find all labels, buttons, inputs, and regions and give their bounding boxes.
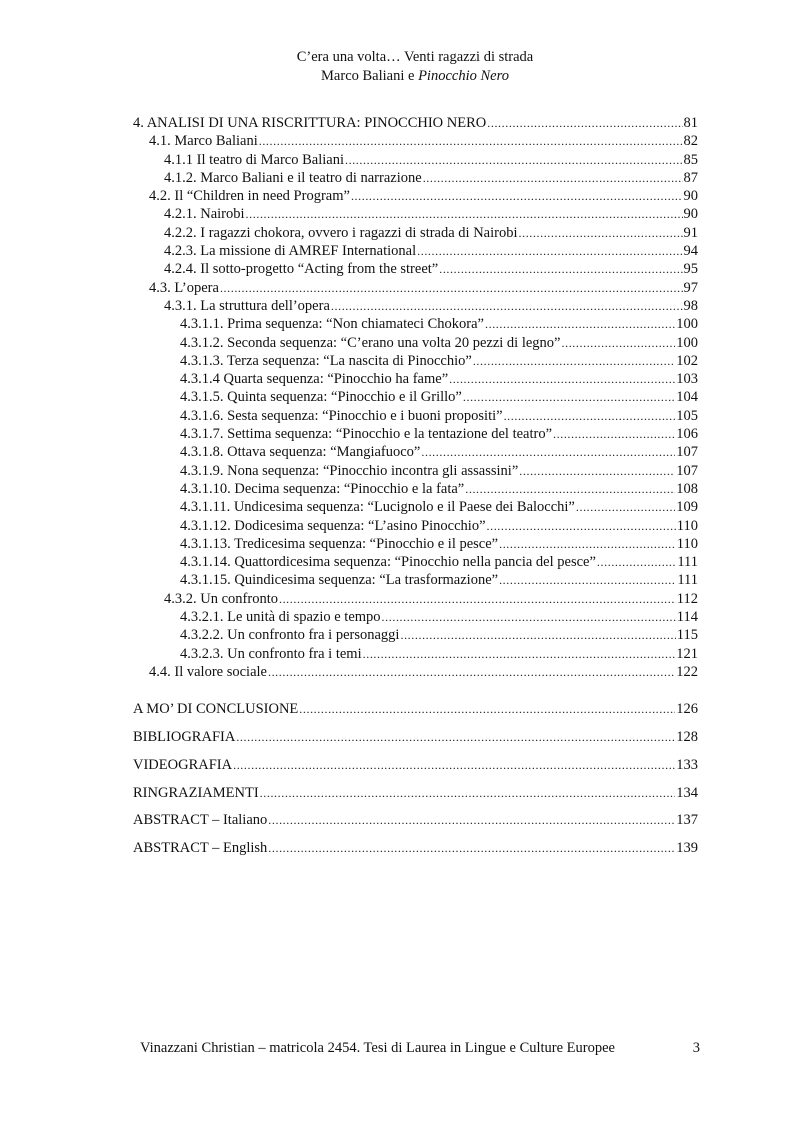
toc-entry[interactable]	[133, 187, 698, 205]
toc-entry-page: 104	[676, 389, 698, 406]
toc-entry-label: BIBLIOGRAFIA	[133, 729, 236, 745]
toc-entry-label: 4.3.1.6. Sesta sequenza: “Pinocchio e i buoni propositi”	[180, 407, 503, 424]
toc-leader-dots	[519, 224, 683, 242]
toc-leader-dots	[487, 517, 676, 535]
toc-entry-page: 103	[676, 371, 698, 388]
toc-entry[interactable]	[133, 645, 698, 663]
toc-entry-label: 4.2.2. I ragazzi chokora, ovvero i ragazzi di strada di Nairobi	[164, 224, 518, 241]
toc-leader-dots	[268, 835, 675, 863]
toc-entry-label: 4.2.4. Il sotto-progetto “Acting from the street”	[164, 261, 439, 278]
toc-entry-label: 4.3.1.12. Dodicesima sequenza: “L’asino Pinocchio”	[180, 517, 486, 534]
toc-leader-dots	[562, 334, 676, 352]
toc-entry-page: 109	[676, 499, 698, 516]
toc-leader-dots	[382, 608, 676, 626]
toc-entry[interactable]	[133, 407, 698, 425]
toc-entry-page: 112	[676, 590, 698, 607]
toc-entry[interactable]	[133, 780, 698, 808]
footer-text: Vinazzani Christian – matricola 2454. Tesi di Laurea in Lingue e Culture Europee	[140, 1040, 615, 1056]
toc-entry-page: 97	[683, 279, 698, 296]
toc-entry[interactable]	[133, 626, 698, 644]
toc-entry-page: 134	[676, 784, 698, 801]
header-title: C’era una volta… Venti ragazzi di strada	[296, 49, 534, 65]
toc-entry-label: 4.3.1.8. Ottava sequenza: “Mangiafuoco”	[180, 444, 421, 461]
toc-leader-dots	[499, 571, 676, 589]
toc-entry[interactable]	[133, 590, 698, 608]
toc-leader-dots	[400, 626, 675, 644]
toc-leader-dots	[449, 370, 675, 388]
toc-entry[interactable]	[133, 553, 698, 571]
toc-entry[interactable]	[133, 425, 698, 443]
toc-entry-label: 4.2. Il “Children in need Program”	[149, 188, 350, 205]
toc-entry-label: 4.3.2.1. Le unità di spazio e tempo	[180, 609, 381, 626]
toc-entry-label: 4.3.2. Un confronto	[164, 590, 278, 607]
toc-entry-page: 126	[676, 701, 698, 718]
toc-entry-page: 114	[676, 609, 698, 626]
toc-entry[interactable]	[133, 132, 698, 150]
toc-back-matter	[133, 696, 698, 863]
toc-entry[interactable]	[133, 334, 698, 352]
toc-entry-page: 128	[676, 729, 698, 745]
toc-leader-dots	[576, 498, 675, 516]
toc-entry[interactable]	[133, 480, 698, 498]
toc-entry-page: 110	[676, 517, 698, 534]
toc-entry-label: 4.3.2.2. Un confronto fra i personaggi	[180, 627, 400, 644]
running-header	[0, 48, 793, 86]
toc-entry-page: 98	[683, 297, 698, 314]
toc-entry-page: 139	[676, 840, 698, 857]
toc-entry-page: 105	[676, 407, 698, 424]
toc-entry-page: 81	[683, 115, 698, 131]
toc-entry[interactable]	[133, 242, 698, 260]
toc-entry-page: 121	[676, 645, 698, 662]
page-number: 3	[692, 1040, 700, 1056]
toc-entry[interactable]	[133, 205, 698, 223]
toc-entry[interactable]	[133, 114, 698, 132]
toc-leader-dots	[351, 187, 683, 205]
toc-leader-dots	[233, 752, 675, 780]
toc-leader-dots	[465, 480, 675, 498]
toc-leader-dots	[299, 696, 675, 724]
toc-entry-page: 95	[683, 261, 698, 278]
toc-entry[interactable]	[133, 517, 698, 535]
toc-entry-page: 111	[677, 554, 698, 571]
toc-leader-dots	[246, 205, 683, 223]
toc-entry-label: ABSTRACT – Italiano	[133, 812, 268, 829]
toc-leader-dots	[519, 462, 675, 480]
toc-entry-label: 4.3.2.3. Un confronto fra i temi	[180, 645, 362, 662]
toc-entry-label: RINGRAZIAMENTI	[133, 784, 259, 801]
toc-entry-page: 100	[676, 334, 698, 351]
toc-entry-page: 90	[683, 206, 698, 223]
toc-entry[interactable]	[133, 752, 698, 780]
toc-entry[interactable]	[133, 498, 698, 516]
toc-entry-page: 100	[676, 316, 698, 333]
header-subtitle-italic: Pinocchio Nero	[418, 68, 509, 84]
toc-leader-dots	[268, 807, 675, 835]
toc-leader-dots	[487, 114, 682, 132]
toc-leader-dots	[345, 151, 683, 169]
toc-leader-dots	[597, 553, 676, 571]
toc-entry[interactable]	[133, 279, 698, 297]
section-gap	[133, 681, 698, 696]
toc-entry-label: 4.3.1.10. Decima sequenza: “Pinocchio e la fata”	[180, 480, 465, 497]
toc-leader-dots	[423, 169, 683, 187]
toc-entry-label: VIDEOGRAFIA	[133, 756, 233, 773]
toc-entry-label: ABSTRACT – English	[133, 840, 268, 857]
toc-entry-label: 4.3.1.7. Settima sequenza: “Pinocchio e la tentazione del teatro”	[180, 426, 553, 443]
toc-entry-page: 106	[676, 426, 698, 443]
toc-leader-dots	[259, 132, 683, 150]
toc-entry-label: 4.3.1.5. Quinta sequenza: “Pinocchio e il Grillo”	[180, 389, 462, 406]
page-footer	[140, 1040, 700, 1057]
toc-entry-label: 4.3.1. La struttura dell’opera	[164, 297, 330, 314]
toc-entry-label: 4.3.1.2. Seconda sequenza: “C’erano una volta 20 pezzi di legno”	[180, 334, 561, 351]
toc-entry[interactable]	[133, 315, 698, 333]
toc-entry-label: 4.2.1. Nairobi	[164, 206, 245, 223]
toc-entry-label: 4.3.1.4 Quarta sequenza: “Pinocchio ha fame”	[180, 371, 449, 388]
header-subtitle-prefix: Marco Baliani e	[321, 68, 419, 84]
toc-entry-label: 4.3.1.1. Prima sequenza: “Non chiamateci Chokora”	[180, 316, 484, 333]
toc-leader-dots	[236, 724, 675, 752]
toc-entry[interactable]	[133, 835, 698, 863]
toc-entry-page: 107	[676, 444, 698, 461]
toc-entry[interactable]	[133, 352, 698, 370]
toc-entry-label: 4.3.1.13. Tredicesima sequenza: “Pinocchio e il pesce”	[180, 535, 499, 552]
toc-leader-dots	[268, 663, 675, 681]
toc-entry-label: 4.3.1.9. Nona sequenza: “Pinocchio incontra gli assassini”	[180, 462, 519, 479]
toc-entry[interactable]	[133, 535, 698, 553]
toc-entry-label: 4.3.1.15. Quindicesima sequenza: “La trasformazione”	[180, 572, 499, 589]
toc-entry[interactable]	[133, 571, 698, 589]
toc-entry-page: 82	[683, 133, 698, 150]
toc-entry-page: 85	[683, 151, 698, 168]
toc-entry[interactable]	[133, 388, 698, 406]
toc-entry[interactable]	[133, 151, 698, 169]
toc-entry-page: 87	[683, 169, 698, 186]
toc-entry-page: 115	[676, 627, 698, 644]
toc-entry[interactable]	[133, 663, 698, 681]
toc-leader-dots	[504, 407, 676, 425]
toc-entry-page: 110	[676, 535, 698, 552]
toc-entry[interactable]	[133, 443, 698, 461]
toc-leader-dots	[439, 260, 682, 278]
toc-entry[interactable]	[133, 297, 698, 315]
toc-leader-dots	[485, 315, 675, 333]
toc-entry-label: 4.1.1 Il teatro di Marco Baliani	[164, 151, 344, 168]
toc-entry-page: 137	[676, 812, 698, 829]
toc-entry-page: 102	[676, 352, 698, 369]
toc-entry-page: 108	[676, 480, 698, 497]
toc-entry-label: 4.4. Il valore sociale	[149, 663, 267, 680]
toc-leader-dots	[553, 425, 675, 443]
toc-entry-label: 4.3. L’opera	[149, 279, 219, 296]
toc-entry-page: 94	[683, 243, 698, 260]
toc-entry[interactable]	[133, 260, 698, 278]
toc-entry-label: 4.1.2. Marco Baliani e il teatro di narrazione	[164, 169, 422, 186]
toc-entry-page: 111	[677, 572, 698, 589]
toc-entry-label: 4.3.1.11. Undicesima sequenza: “Lucignolo e il Paese dei Balocchi”	[180, 499, 575, 516]
toc-leader-dots	[417, 242, 682, 260]
toc-entry-page: 107	[676, 462, 698, 479]
table-of-contents	[133, 114, 698, 863]
toc-leader-dots	[331, 297, 683, 315]
toc-entry-label: 4.3.1.3. Terza sequenza: “La nascita di Pinocchio”	[180, 352, 472, 369]
header-subtitle	[0, 67, 793, 86]
toc-leader-dots	[463, 388, 675, 406]
toc-leader-dots	[260, 780, 676, 808]
toc-entry-label: 4.2.3. La missione di AMREF International	[164, 243, 417, 260]
toc-leader-dots	[499, 535, 676, 553]
toc-entry-label: 4.3.1.14. Quattordicesima sequenza: “Pinocchio nella pancia del pesce”	[180, 554, 596, 571]
toc-entry-label: 4. ANALISI DI UNA RISCRITTURA: PINOCCHIO NERO	[133, 115, 487, 131]
toc-entry-page: 133	[676, 756, 698, 773]
toc-entry-page: 91	[683, 224, 698, 241]
toc-entry[interactable]	[133, 370, 698, 388]
toc-entry[interactable]	[133, 462, 698, 480]
toc-entry[interactable]	[133, 696, 698, 724]
toc-entry-page: 122	[676, 663, 698, 680]
toc-entry[interactable]	[133, 169, 698, 187]
toc-leader-dots	[279, 590, 676, 608]
toc-leader-dots	[473, 352, 675, 370]
toc-leader-dots	[363, 645, 676, 663]
toc-leader-dots	[421, 443, 675, 461]
toc-entry[interactable]	[133, 608, 698, 626]
toc-entry-label: 4.1. Marco Baliani	[149, 133, 258, 150]
toc-entry-page: 90	[683, 188, 698, 205]
toc-leader-dots	[220, 279, 683, 297]
toc-entry-label: A MO’ DI CONCLUSIONE	[133, 701, 299, 718]
toc-entry[interactable]	[133, 807, 698, 835]
toc-entry[interactable]	[133, 724, 698, 752]
toc-entry[interactable]	[133, 224, 698, 242]
toc-main-section	[133, 114, 698, 681]
